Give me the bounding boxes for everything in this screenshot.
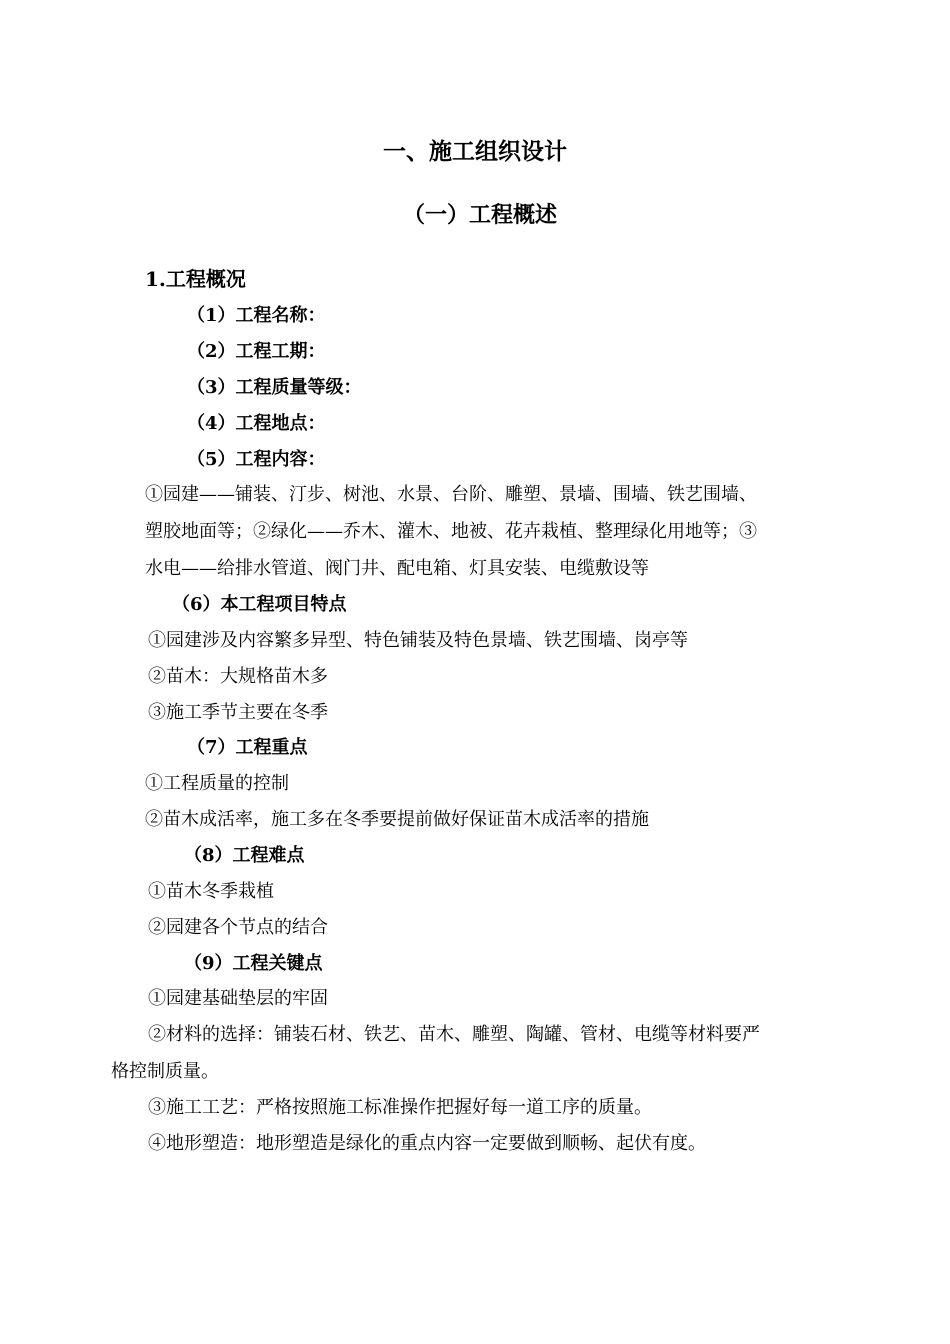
key-points-heading: （7）工程重点 — [187, 737, 308, 758]
key-points-line: ①工程质量的控制 — [145, 773, 289, 794]
difficulties-line: ②园建各个节点的结合 — [148, 917, 328, 938]
item-project-name: （1）工程名称： — [187, 305, 326, 326]
features-line: ①园建涉及内容繁多异型、特色铺装及特色景墙、铁艺围墙、岗亭等 — [148, 630, 688, 651]
critical-points-line: ③施工工艺：严格按照施工标准操作把握好每一道工序的质量。 — [148, 1097, 652, 1118]
features-line: ②苗木：大规格苗木多 — [148, 666, 328, 687]
page-subtitle: （一）工程概述 — [402, 202, 557, 228]
item-project-content: （5）工程内容： — [187, 449, 326, 470]
critical-points-line: 格控制质量。 — [111, 1061, 219, 1082]
critical-points-line: ①园建基础垫层的牢固 — [148, 988, 328, 1009]
content-line: ①园建——铺装、汀步、树池、水景、台阶、雕塑、景墙、围墙、铁艺围墙、 — [145, 484, 757, 505]
content-line: 水电——给排水管道、阀门井、配电箱、灯具安装、电缆敷设等 — [145, 558, 649, 579]
features-heading: （6）本工程项目特点 — [172, 594, 347, 615]
features-line: ③施工季节主要在冬季 — [148, 702, 328, 723]
item-project-location: （4）工程地点： — [187, 413, 326, 434]
difficulties-line: ①苗木冬季栽植 — [148, 881, 274, 902]
section-heading: 1.工程概况 — [145, 267, 246, 291]
critical-points-heading: （9）工程关键点 — [184, 953, 323, 974]
item-project-period: （2）工程工期： — [187, 341, 326, 362]
critical-points-line: ②材料的选择：铺装石材、铁艺、苗木、雕塑、陶罐、管材、电缆等材料要严 — [148, 1024, 760, 1045]
difficulties-heading: （8）工程难点 — [184, 845, 305, 866]
item-quality-level: （3）工程质量等级： — [187, 377, 362, 398]
key-points-line: ②苗木成活率，施工多在冬季要提前做好保证苗木成活率的措施 — [145, 809, 649, 830]
critical-points-line: ④地形塑造：地形塑造是绿化的重点内容一定要做到顺畅、起伏有度。 — [148, 1133, 706, 1154]
page-title: 一、施工组织设计 — [383, 138, 567, 165]
content-line: 塑胶地面等；②绿化——乔木、灌木、地被、花卉栽植、整理绿化用地等；③ — [145, 521, 757, 542]
